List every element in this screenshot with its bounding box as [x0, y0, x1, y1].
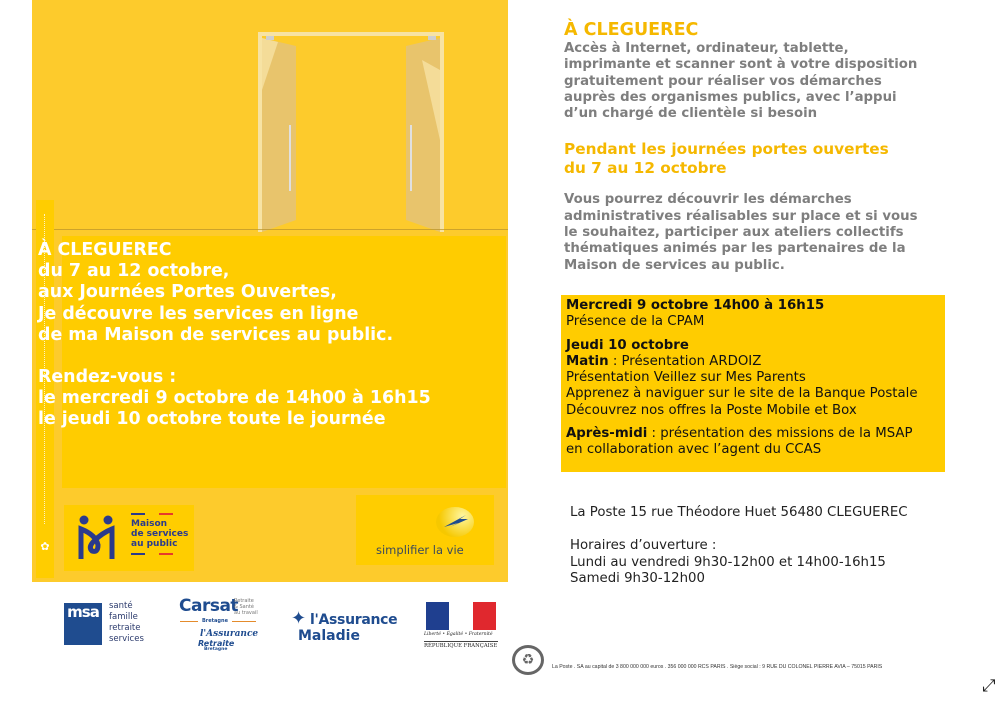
carsat-sub: Retraite	[198, 639, 235, 648]
afternoon-line: en collaboration avec l’agent du CCAS	[566, 442, 822, 458]
msap-logo-line: de services	[131, 529, 189, 539]
recycle-icon: ♻	[512, 645, 544, 675]
footer	[512, 645, 962, 675]
msap-logo-line: Maison	[131, 519, 168, 529]
schedule-box	[561, 295, 945, 472]
msap-logo-line: au public	[131, 539, 178, 549]
msa-item: santé	[109, 601, 133, 611]
subtitle-line: Pendant les journées portes ouvertes	[564, 140, 889, 159]
intro-line: Accès à Internet, ordinateur, tablette,	[564, 41, 849, 56]
swirl-icon: ✿	[40, 540, 50, 553]
carsat-sub: Bretagne	[204, 647, 228, 652]
morning-label: Matin	[566, 353, 609, 369]
msap-figures-icon	[76, 515, 118, 561]
intro-line: imprimante et scanner sont à votre disposition	[564, 57, 918, 73]
thursday-line: Apprenez à naviguer sur le site de la Banque Postale	[566, 386, 918, 402]
assurance-maladie-line: l'Assurance	[310, 612, 398, 628]
thursday-line: Présentation Veillez sur Mes Parents	[566, 370, 806, 386]
msa-box: msa	[64, 603, 102, 645]
carsat-name: Carsat	[179, 596, 239, 616]
poster-line: le mercredi 9 octobre de 14h00 à 16h15	[38, 388, 431, 409]
hours-line: Lundi au vendredi 9h30-12h00 et 14h00-16h15	[570, 554, 886, 570]
open-doors-illustration	[258, 30, 444, 234]
msap-logo	[64, 505, 194, 571]
wednesday-heading: Mercredi 9 octobre 14h00 à 16h15	[566, 298, 825, 313]
address-line: La Poste 15 rue Théodore Huet 56480 CLEGUEREC	[570, 505, 908, 520]
hours-title: Horaires d’ouverture :	[570, 538, 717, 554]
poster-line: Je découvre les services en ligne	[38, 303, 359, 324]
resize-diagonal-icon[interactable]: ⤢	[982, 676, 996, 696]
la-poste-bird-icon	[436, 507, 474, 537]
morning-text: : Présentation ARDOIZ	[608, 353, 762, 369]
intro-line: gratuitement pour réaliser vos démarches	[564, 73, 882, 89]
runner-icon: ✦	[291, 608, 307, 629]
poster-main-text	[38, 240, 431, 431]
hours-line: Samedi 9h30-12h00	[570, 570, 705, 586]
address-block	[570, 505, 908, 587]
poster-line: À CLEGUEREC	[38, 240, 172, 260]
carsat-side: au travail	[234, 610, 258, 616]
msa-item: famille	[109, 612, 138, 622]
legal-notice: La Poste . SA au capital de 3 800 000 000 euros . 356 000 000 RCS PARIS . Siège social : 9 RUE DU COLONEL PIERRE AVIA – 75015 PARIS	[552, 664, 883, 670]
afternoon-text: : présentation des missions de la MSAP	[647, 426, 913, 442]
carsat-logo	[176, 596, 258, 652]
la-poste-tagline: simplifier la vie	[376, 543, 464, 557]
thursday-heading: Jeudi 10 octobre	[566, 337, 689, 353]
intro-line: auprès des organismes publics, avec l’appui	[564, 89, 897, 105]
details-line: Maison de services au public.	[564, 257, 785, 273]
intro-line: d’un chargé de clientèle si besoin	[564, 106, 818, 122]
msa-logo	[64, 601, 154, 647]
republique-francaise-logo	[422, 602, 498, 652]
carsat-side: Retraite	[234, 598, 254, 604]
assurance-maladie-line: Maladie	[298, 628, 360, 644]
poster-line: du 7 au 12 octobre,	[38, 261, 230, 282]
subtitle-line: du 7 au 12 octobre	[564, 159, 727, 178]
poster-line: aux Journées Portes Ouvertes,	[38, 282, 337, 303]
la-poste-logo	[356, 495, 494, 565]
right-title: À CLEGUEREC	[564, 20, 699, 40]
rf-motto: Liberté • Égalité • Fraternité	[424, 632, 493, 637]
details-line: thématiques animés par les partenaires de la	[564, 241, 906, 257]
poster-line: le jeudi 10 octobre toute le journée	[38, 409, 386, 430]
poster-line: Rendez-vous :	[38, 367, 177, 388]
wednesday-line: Présence de la CPAM	[566, 314, 705, 330]
poster-line: de ma Maison de services au public.	[38, 324, 394, 345]
carsat-sub: l'Assurance	[200, 629, 259, 639]
assurance-maladie-logo	[287, 598, 397, 648]
carsat-side: & Santé	[234, 604, 254, 610]
rf-name: RÉPUBLIQUE FRANÇAISE	[424, 643, 498, 649]
thursday-line: Découvrez nos offres la Poste Mobile et Box	[566, 402, 857, 418]
afternoon-label: Après-midi	[566, 426, 648, 442]
msa-item: retraite	[109, 623, 141, 633]
details-line: Vous pourrez découvrir les démarches	[564, 192, 852, 208]
right-column	[564, 20, 944, 274]
floor-line	[32, 229, 508, 230]
carsat-region: Bretagne	[202, 618, 228, 624]
details-line: administratives réalisables sur place et si vous	[564, 208, 918, 224]
french-flag-icon	[426, 602, 496, 630]
details-line: le souhaitez, participer aux ateliers collectifs	[564, 225, 904, 241]
msa-item: services	[109, 634, 144, 644]
